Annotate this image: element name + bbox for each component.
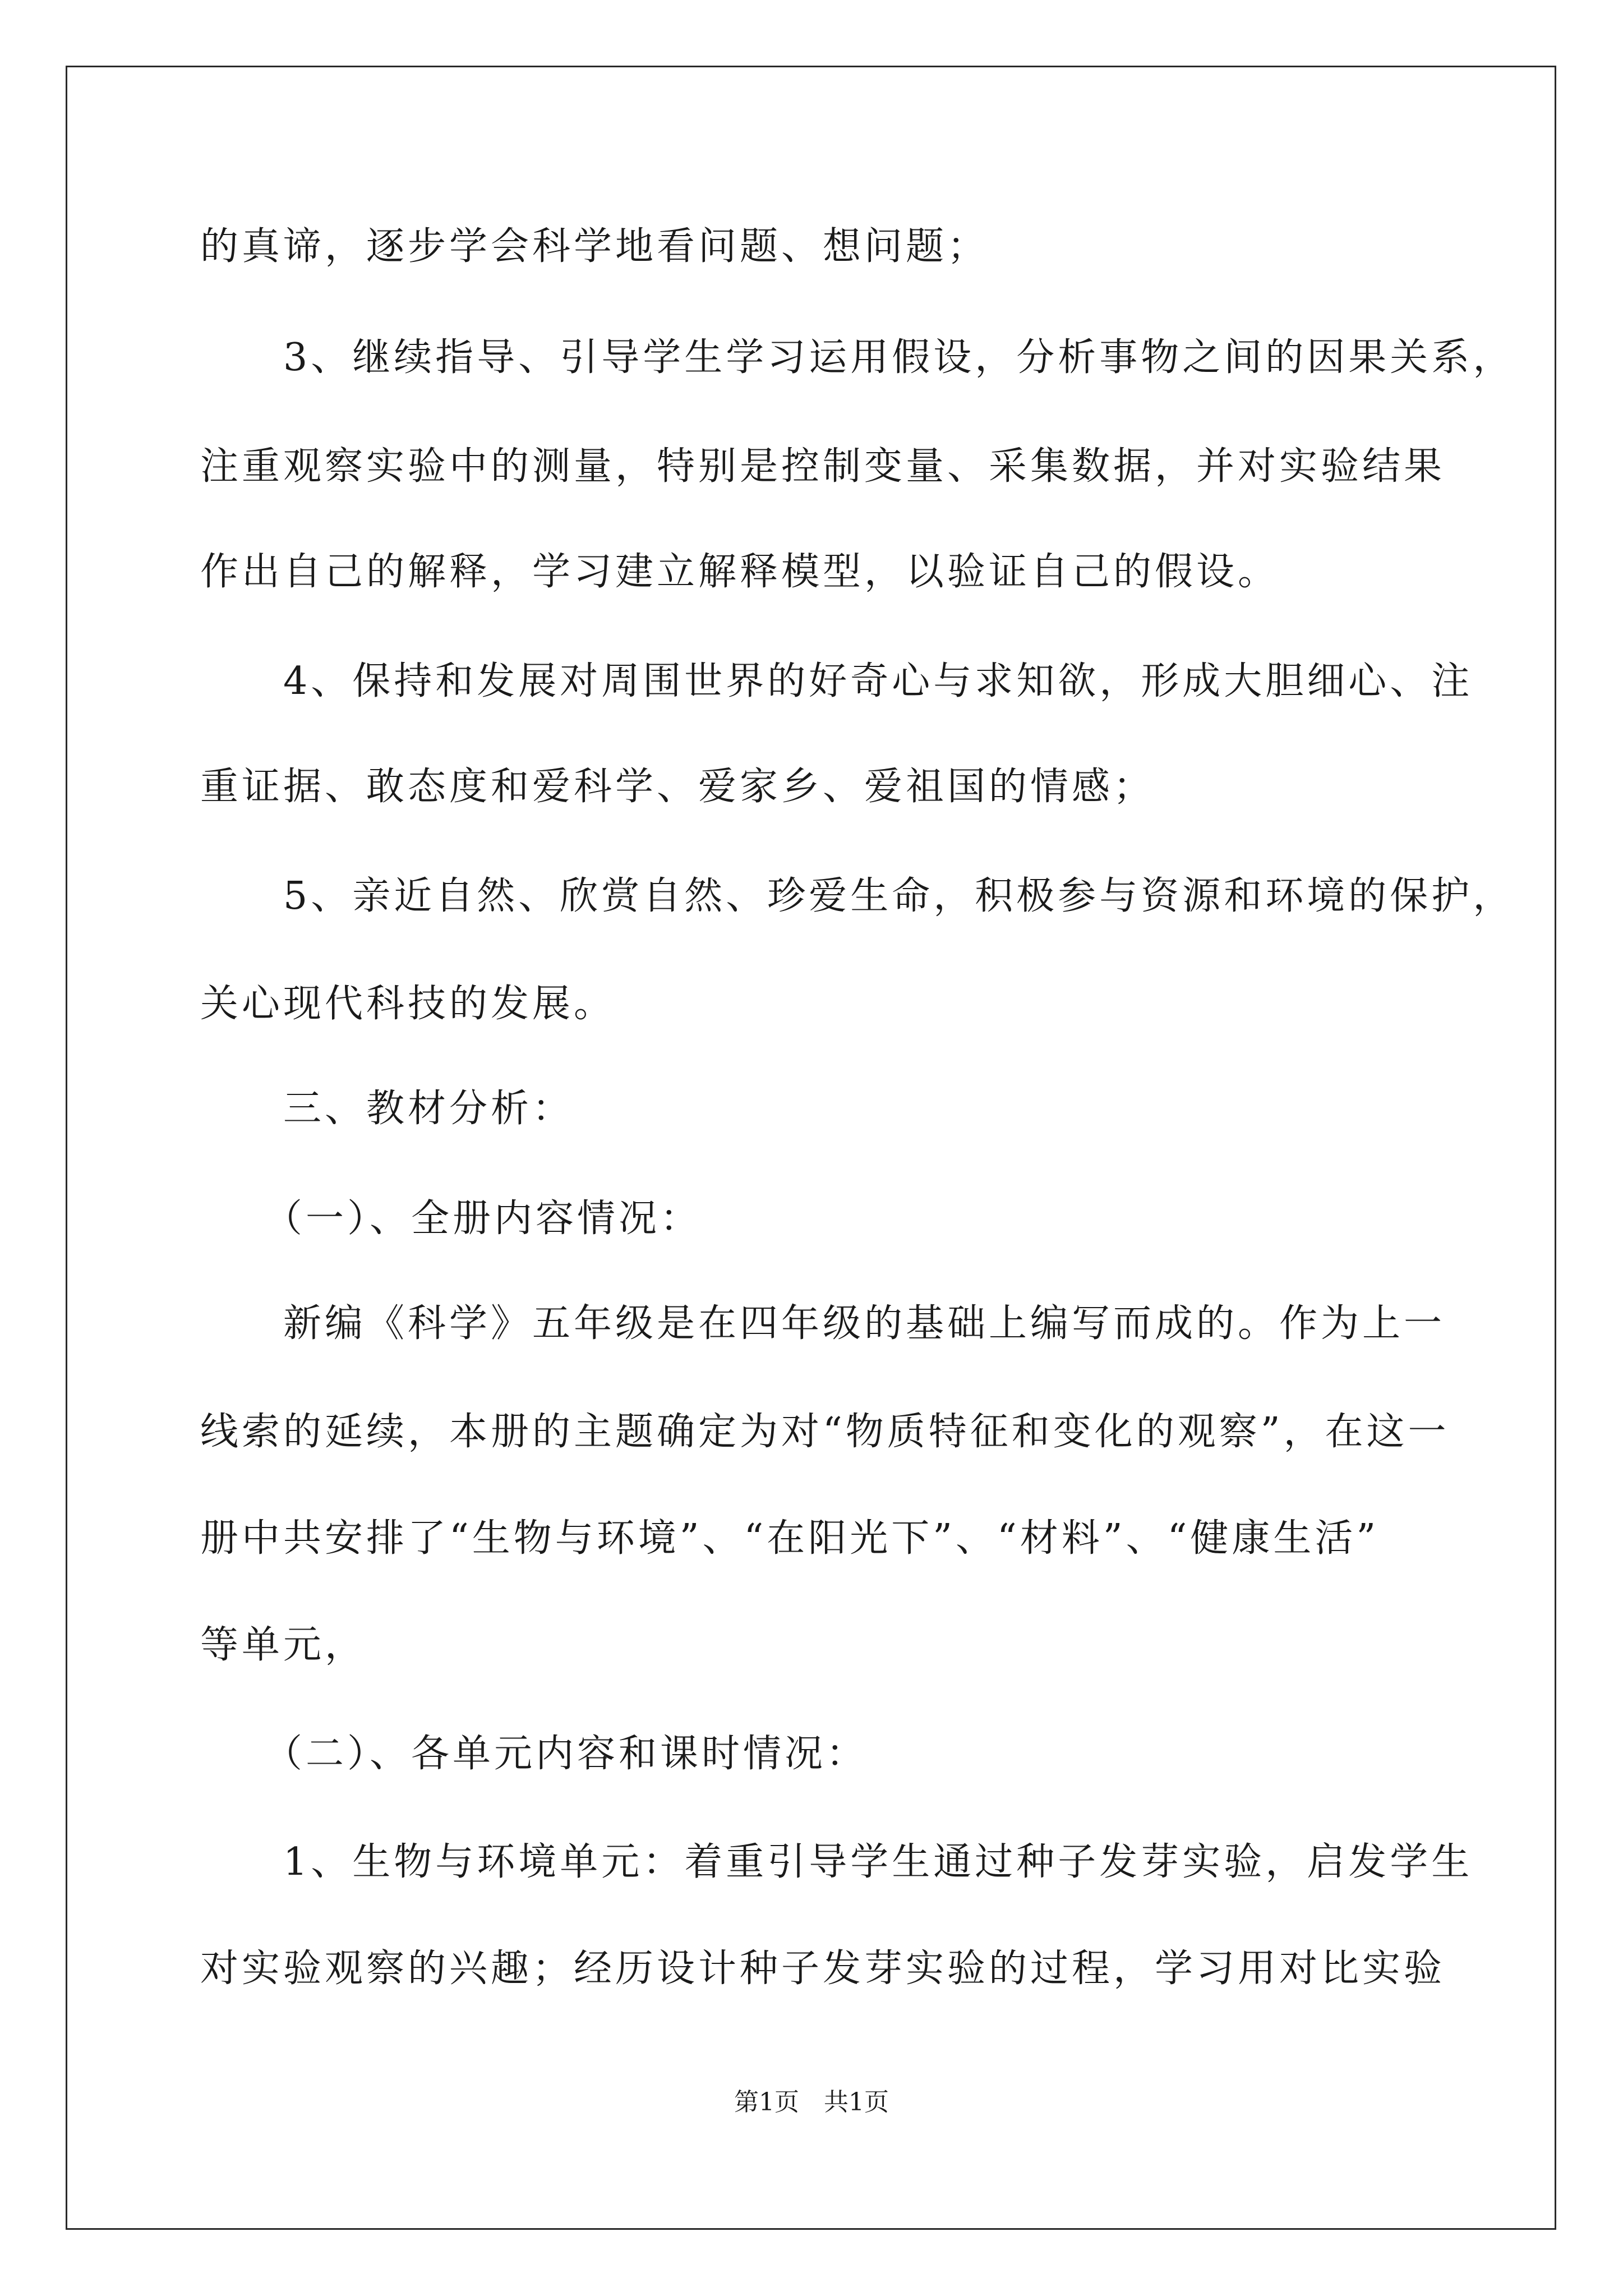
subsection-heading: （二）、各单元内容和课时情况： (200, 1732, 868, 1776)
text-line: 作出自己的解释，学习建立解释模型，以验证自己的假设。 (200, 550, 1280, 594)
text-line: 的真谛，逐步学会科学地看问题、想问题； (200, 224, 989, 269)
text-line: 册中共安排了“生物与环境”、“在阳光下”、“材料”、“健康生活” (200, 1516, 1380, 1561)
text-line: 关心现代科技的发展。 (200, 982, 616, 1026)
text-line: 4、保持和发展对周围世界的好奇心与求知欲，形成大胆细心、注 (200, 659, 1473, 703)
text-line: 等单元， (200, 1623, 367, 1667)
text-line: 5、亲近自然、欣赏自然、珍爱生命，积极参与资源和环境的保护， (200, 874, 1515, 918)
page-footer: 第1页 共1页 (734, 2088, 889, 2116)
text-line: 3、继续指导、引导学生学习运用假设，分析事物之间的因果关系， (200, 335, 1515, 380)
text-line: 1、生物与环境单元：着重引导学生通过种子发芽实验，启发学生 (200, 1840, 1473, 1884)
text-line: 注重观察实验中的测量，特别是控制变量、采集数据，并对实验结果 (200, 444, 1446, 489)
page-border (66, 66, 1556, 2230)
text-line: 线索的延续，本册的主题确定为对“物质特征和变化的观察”，在这一 (200, 1410, 1450, 1454)
section-heading: 三、教材分析： (200, 1087, 574, 1131)
text-line: 对实验观察的兴趣；经历设计种子发芽实验的过程，学习用对比实验 (200, 1947, 1446, 1991)
text-line: 重证据、敢态度和爱科学、爱家乡、爱祖国的情感； (200, 765, 1155, 809)
text-line: 新编《科学》五年级是在四年级的基础上编写而成的。作为上一 (200, 1301, 1446, 1346)
subsection-heading: （一）、全册内容情况： (200, 1197, 702, 1241)
